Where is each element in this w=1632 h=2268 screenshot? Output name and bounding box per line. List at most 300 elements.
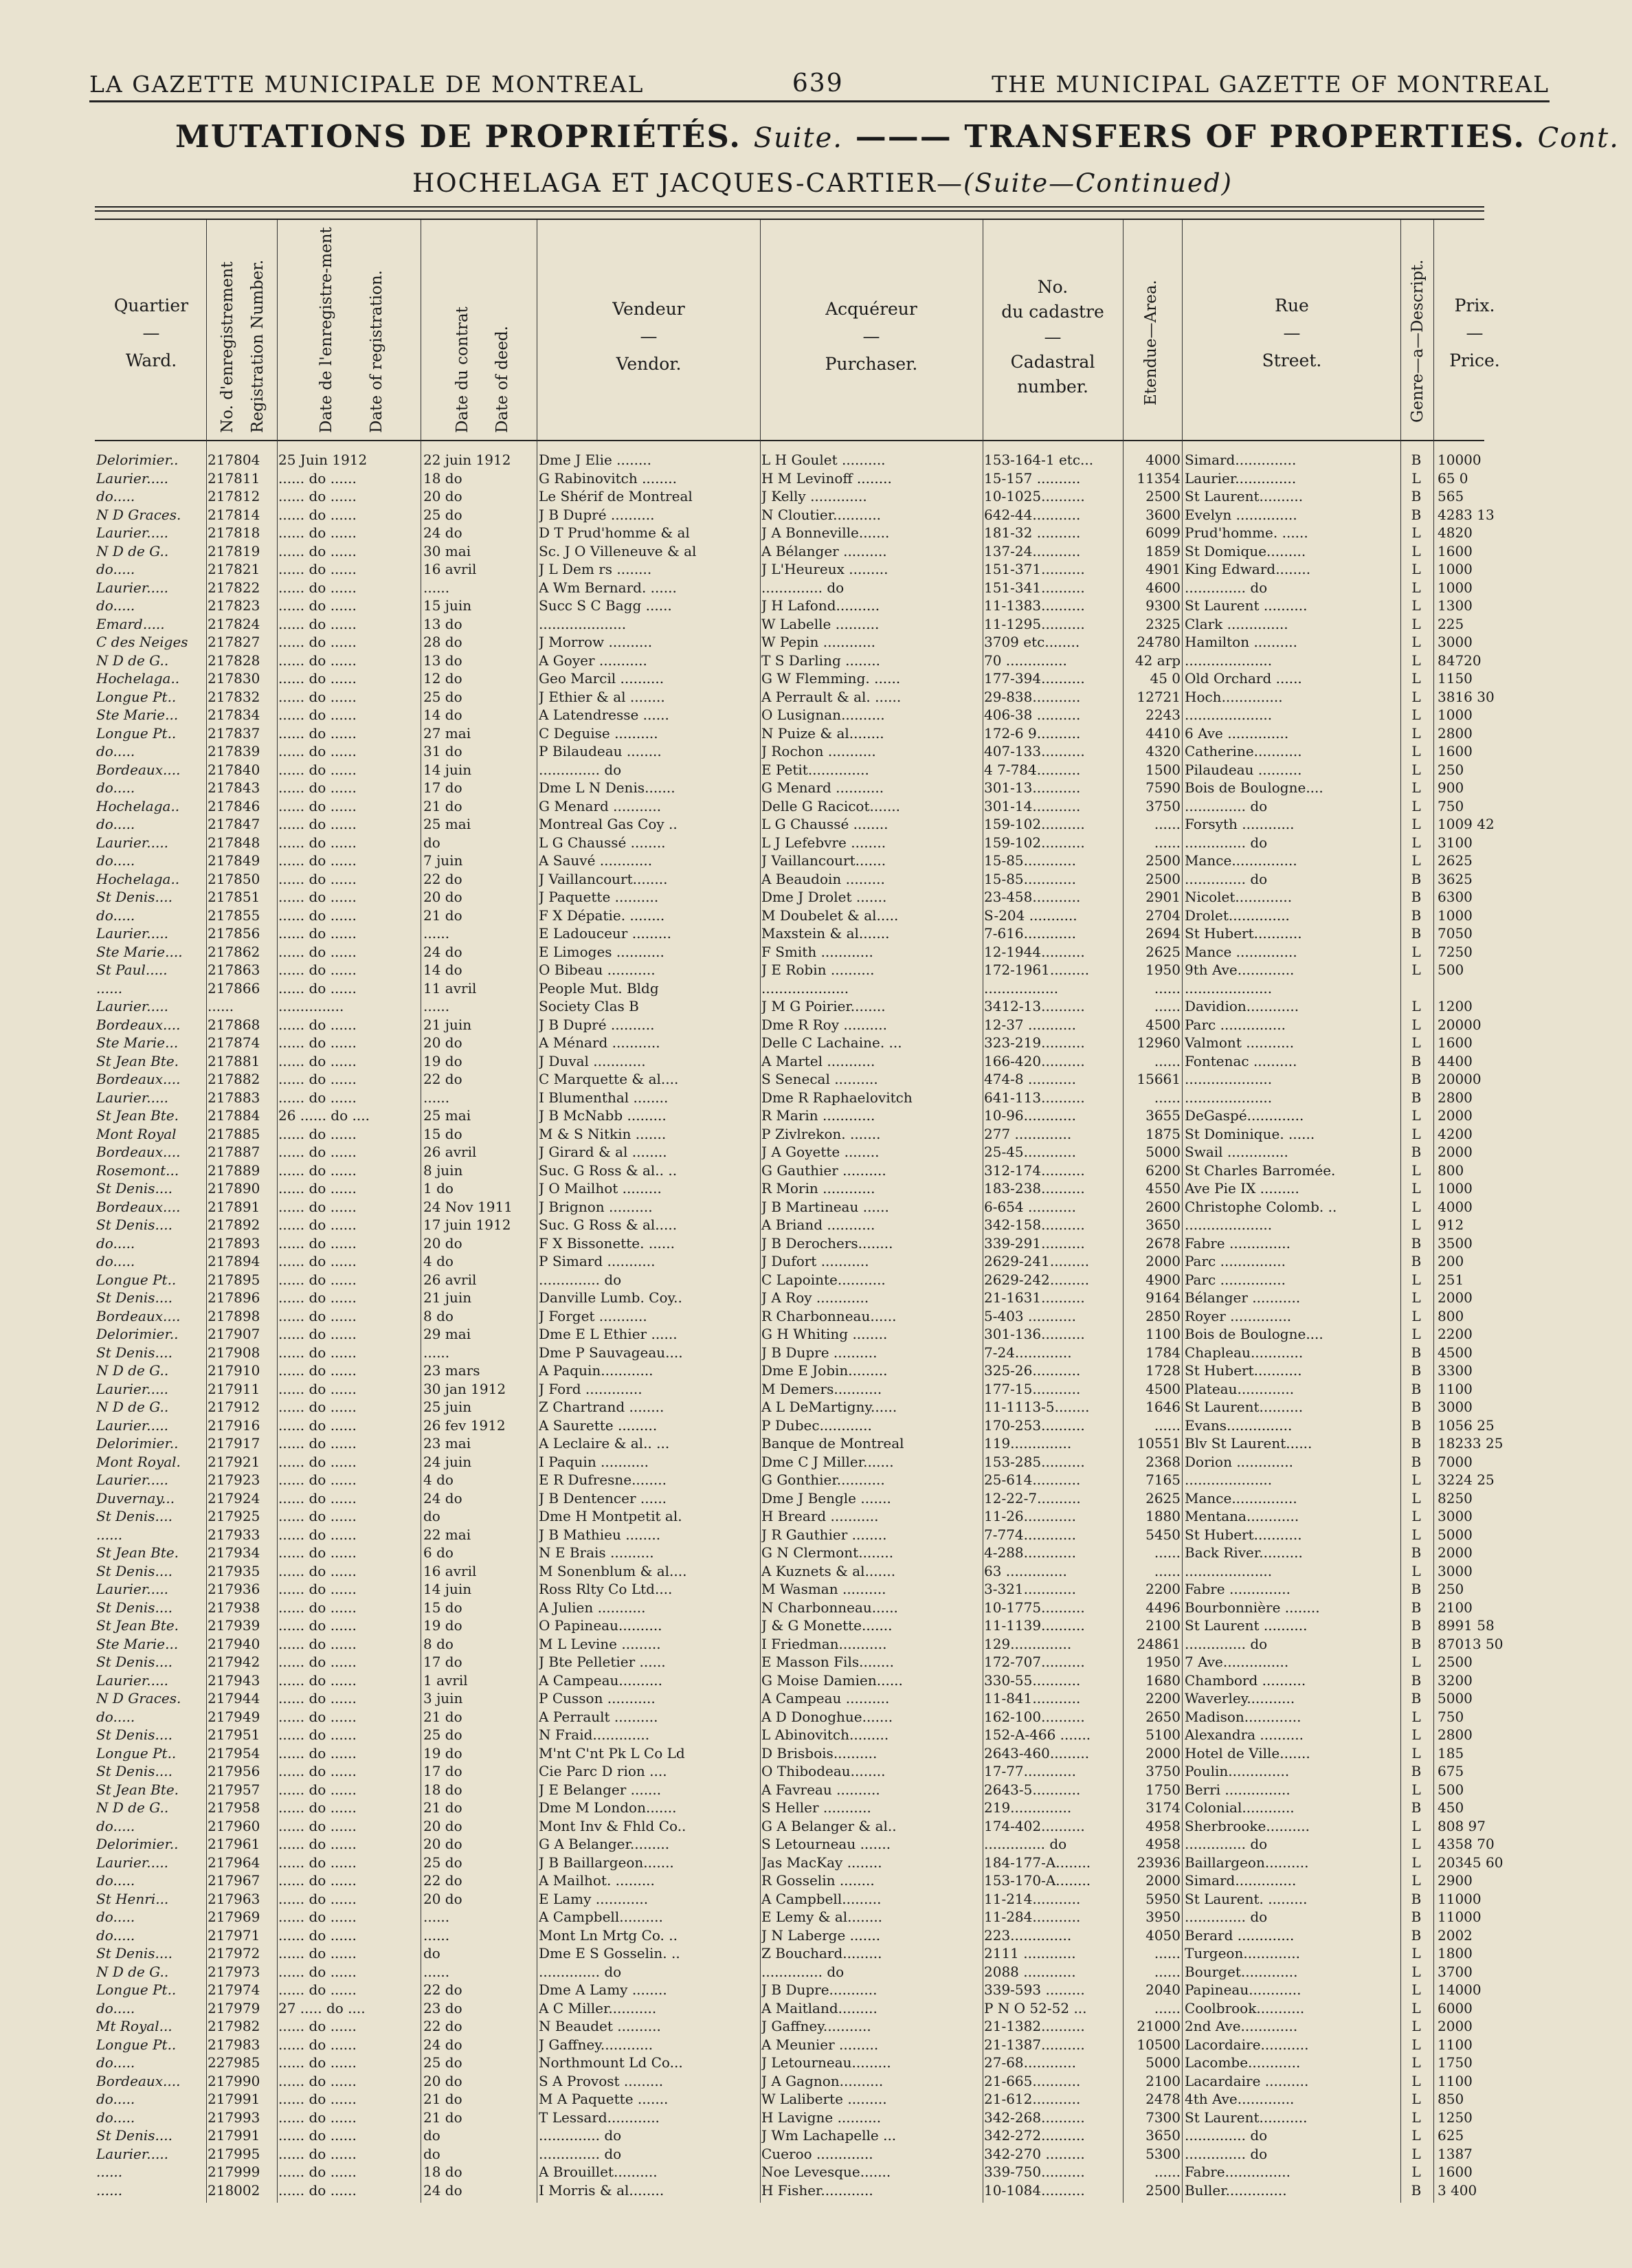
descript-cell: L bbox=[1411, 944, 1421, 960]
deed-date-cell: 14 do bbox=[423, 962, 462, 978]
price-cell: 20345 60 bbox=[1438, 1854, 1504, 1871]
street-cell: St Laurent. ......... bbox=[1185, 1891, 1308, 1907]
reg-number-cell: 217991 bbox=[208, 2091, 260, 2107]
vendor-cell: J B Baillargeon....... bbox=[539, 1854, 674, 1871]
purchaser-cell: A D Donoghue....... bbox=[761, 1709, 893, 1725]
area-cell: 24780 bbox=[1137, 634, 1181, 650]
deed-date-cell: 25 do bbox=[423, 2055, 462, 2071]
reg-date-cell: ...... do ...... bbox=[278, 470, 357, 487]
cadastre-cell: 7-616............ bbox=[984, 926, 1076, 942]
price-cell: 1800 bbox=[1438, 1946, 1473, 1961]
area-cell: 12960 bbox=[1137, 1035, 1181, 1051]
reg-number-cell: 217956 bbox=[208, 1764, 260, 1779]
dcon-header-en: Date of deed. bbox=[493, 326, 511, 433]
descript-cell: L bbox=[1411, 579, 1421, 596]
deed-date-cell: 12 do bbox=[423, 671, 462, 687]
reg-number-cell: 217848 bbox=[208, 834, 260, 851]
price-cell: 251 bbox=[1438, 1271, 1464, 1288]
descript-cell: L bbox=[1411, 1509, 1421, 1524]
deed-date-cell: 23 mars bbox=[423, 1363, 480, 1379]
cadastre-cell: 406-38 .......... bbox=[984, 707, 1081, 723]
reg-date-cell: ...... do ...... bbox=[278, 1946, 357, 1961]
street-cell: Christophe Colomb. .. bbox=[1185, 1199, 1337, 1215]
ward-cell: St Denis.... bbox=[96, 1727, 172, 1743]
street-cell: Parc ............... bbox=[1185, 1271, 1286, 1288]
cadastre-cell: 2111 ............ bbox=[984, 1946, 1076, 1961]
ward-cell: do..... bbox=[96, 907, 135, 924]
reg-date-cell: ...... do ...... bbox=[278, 1709, 357, 1725]
reg-number-cell: 217847 bbox=[208, 816, 260, 832]
purchaser-cell: Jas MacKay ........ bbox=[761, 1854, 882, 1871]
ward-cell: Longue Pt.. bbox=[96, 689, 177, 705]
cadastre-header-fr: du cadastre bbox=[1001, 302, 1104, 322]
table-top-rule bbox=[95, 206, 1484, 208]
reg-number-cell: 217824 bbox=[208, 616, 260, 632]
reg-date-cell: ...... do ...... bbox=[278, 1363, 357, 1379]
purchaser-header bbox=[761, 296, 981, 378]
price-cell: 2002 bbox=[1438, 1927, 1473, 1944]
purchaser-cell: W Labelle .......... bbox=[761, 616, 880, 632]
reg-date-cell: ...... do ...... bbox=[278, 980, 357, 997]
vendor-header-en: Vendor. bbox=[616, 354, 682, 374]
purchaser-cell: R Charbonneau...... bbox=[761, 1308, 897, 1324]
cadastre-cell: 301-14........... bbox=[984, 798, 1081, 814]
purchaser-cell: H Fisher............ bbox=[761, 2182, 873, 2199]
deed-date-cell: 26 avril bbox=[423, 1271, 477, 1288]
cadastre-cell: 312-174.......... bbox=[984, 1162, 1085, 1179]
vendor-cell: E Lamy ............ bbox=[539, 1891, 649, 1907]
cadastre-cell: 25-45............ bbox=[984, 1144, 1076, 1160]
street-cell: Simard.............. bbox=[1185, 1873, 1297, 1889]
price-cell: 1056 25 bbox=[1438, 1417, 1495, 1434]
reg-number-cell: 217814 bbox=[208, 507, 260, 523]
cadastre-cell: 4 7-784.......... bbox=[984, 761, 1081, 778]
area-cell: 2478 bbox=[1145, 2091, 1181, 2107]
deed-date-cell: 25 mai bbox=[423, 816, 471, 832]
descript-cell: L bbox=[1411, 2128, 1421, 2144]
reg-number-cell: 217896 bbox=[208, 1290, 260, 1306]
price-cell: 7000 bbox=[1438, 1454, 1473, 1470]
reg-number-cell: 217969 bbox=[208, 1909, 260, 1925]
ward-cell: Laurier..... bbox=[96, 525, 169, 541]
street-cell: .............. do bbox=[1185, 798, 1268, 814]
purchaser-cell: H M Levinoff ........ bbox=[761, 470, 892, 487]
area-cell: 2200 bbox=[1145, 1581, 1181, 1597]
ward-cell: Hochelaga.. bbox=[96, 671, 180, 687]
deed-date-cell: 19 do bbox=[423, 1745, 462, 1761]
reg-number-cell: 217960 bbox=[208, 1818, 260, 1834]
cadastre-cell: 3-321............ bbox=[984, 1581, 1076, 1597]
ward-cell: N D Graces. bbox=[96, 1691, 181, 1706]
deed-date-cell: 25 do bbox=[423, 1727, 462, 1743]
vendor-cell: J Ethier & al ........ bbox=[539, 689, 665, 705]
purchaser-cell: S Letourneau ....... bbox=[761, 1836, 891, 1852]
deed-date-cell: ...... bbox=[423, 999, 450, 1014]
ward-cell: N D de G.. bbox=[96, 1964, 169, 1980]
reg-date-cell: ...... do ...... bbox=[278, 1618, 357, 1634]
ward-cell: do..... bbox=[96, 2000, 135, 2016]
ward-cell: Laurier..... bbox=[96, 1581, 169, 1597]
descript-cell: B bbox=[1411, 507, 1422, 523]
ward-cell: Ste Marie... bbox=[96, 1035, 179, 1051]
vendor-cell: F X Bissonette. ...... bbox=[539, 1235, 675, 1252]
reg-number-cell: 217843 bbox=[208, 780, 260, 796]
area-cell: 11354 bbox=[1137, 470, 1181, 487]
ward-cell: do..... bbox=[96, 489, 135, 504]
col-divider bbox=[206, 220, 207, 2203]
price-cell: 900 bbox=[1438, 780, 1464, 796]
price-cell: 7250 bbox=[1438, 944, 1473, 960]
street-cell: Fabre .............. bbox=[1185, 1235, 1291, 1252]
cadastre-cell: 153-170-A........ bbox=[984, 1873, 1091, 1889]
vendor-cell: I Blumenthal ........ bbox=[539, 1089, 669, 1106]
deed-date-cell: 14 do bbox=[423, 707, 462, 723]
descript-cell: L bbox=[1411, 798, 1421, 814]
vendor-cell: .............. do bbox=[539, 1271, 622, 1288]
purchaser-cell: F Smith ............ bbox=[761, 944, 873, 960]
deed-date-cell: 25 mai bbox=[423, 1108, 471, 1124]
ward-cell: do..... bbox=[96, 598, 135, 614]
ward-cell: St Jean Bte. bbox=[96, 1618, 179, 1634]
cadastre-cell: 2629-241......... bbox=[984, 1254, 1090, 1269]
cadastre-cell: 5-403 ........... bbox=[984, 1308, 1076, 1324]
purchaser-cell: J E Robin .......... bbox=[761, 962, 875, 978]
vendor-cell: A Brouillet.......... bbox=[539, 2164, 658, 2180]
street-cell: Chapleau............ bbox=[1185, 1344, 1304, 1361]
street-cell: St Hubert........... bbox=[1185, 1526, 1302, 1543]
reg-date-cell: ...... do ...... bbox=[278, 562, 357, 577]
vendor-cell: O Papineau.......... bbox=[539, 1618, 662, 1634]
area-cell: 12721 bbox=[1137, 689, 1181, 705]
cadastre-cell: 342-272.......... bbox=[984, 2128, 1085, 2144]
deed-date-cell: do bbox=[423, 2146, 440, 2162]
deed-date-cell: ...... bbox=[423, 1909, 450, 1925]
area-cell: 3750 bbox=[1145, 1764, 1181, 1779]
reg-number-cell: 217895 bbox=[208, 1271, 260, 1288]
street-cell: Prud'homme. ...... bbox=[1185, 525, 1308, 541]
price-cell: 1100 bbox=[1438, 1381, 1473, 1397]
reg-number-cell: 217912 bbox=[208, 1399, 260, 1415]
dreg-header-en: Date of registration. bbox=[368, 270, 385, 433]
vendor-cell: J B Mathieu ........ bbox=[539, 1526, 661, 1543]
page-number: 639 bbox=[792, 69, 844, 98]
ward-cell: ...... bbox=[96, 2182, 123, 2199]
purchaser-header-dash: — bbox=[862, 326, 880, 346]
purchaser-cell: Dme J Drolet ....... bbox=[761, 889, 887, 905]
reg-number-cell: 217881 bbox=[208, 1053, 260, 1069]
deed-date-cell: 14 juin bbox=[423, 1581, 472, 1597]
vendor-cell: M A Paquette ....... bbox=[539, 2091, 669, 2107]
descript-cell: L bbox=[1411, 1035, 1421, 1051]
reg-number-cell: 217961 bbox=[208, 1836, 260, 1852]
reg-date-cell: ...... do ...... bbox=[278, 1781, 357, 1798]
reg-date-cell: ...... do ...... bbox=[278, 1599, 357, 1616]
cadastre-cell: 407-133.......... bbox=[984, 744, 1085, 759]
price-cell: 2000 bbox=[1438, 1144, 1473, 1160]
reg-number-cell: 217951 bbox=[208, 1727, 260, 1743]
area-cell: 4958 bbox=[1145, 1836, 1181, 1852]
price-cell: 3300 bbox=[1438, 1363, 1473, 1379]
price-cell: 912 bbox=[1438, 1217, 1464, 1233]
area-cell: 3600 bbox=[1145, 507, 1181, 523]
deed-date-cell: ...... bbox=[423, 579, 450, 596]
purchaser-cell: A Bélanger .......... bbox=[761, 543, 887, 559]
reg-date-cell: ...... do ...... bbox=[278, 1818, 357, 1834]
price-cell: 2100 bbox=[1438, 1599, 1473, 1616]
reg-number-cell: 217832 bbox=[208, 689, 260, 705]
table-top-rule-3 bbox=[95, 219, 1484, 220]
street-cell: .............. do bbox=[1185, 2128, 1268, 2144]
cadastre-cell: 166-420.......... bbox=[984, 1053, 1085, 1069]
reg-date-cell: ...... do ...... bbox=[278, 1035, 357, 1051]
reg-date-cell: ...... do ...... bbox=[278, 1927, 357, 1944]
purchaser-cell: O Lusignan.......... bbox=[761, 707, 885, 723]
street-cell: Old Orchard ...... bbox=[1185, 671, 1302, 687]
descript-cell: L bbox=[1411, 1727, 1421, 1743]
descript-cell: L bbox=[1411, 1472, 1421, 1488]
price-cell: 1009 42 bbox=[1438, 816, 1495, 832]
street-cell: Fabre............... bbox=[1185, 2164, 1291, 2180]
purchaser-cell: Z Bouchard......... bbox=[761, 1946, 882, 1961]
purchaser-cell: .............. do bbox=[761, 579, 845, 596]
vendor-cell: M L Levine ......... bbox=[539, 1636, 661, 1652]
purchaser-cell: Dme E Jobin......... bbox=[761, 1363, 888, 1379]
street-cell: Fontenac .......... bbox=[1185, 1053, 1297, 1069]
price-cell: 450 bbox=[1438, 1800, 1464, 1816]
vendor-cell: Mont Inv & Fhld Co.. bbox=[539, 1818, 686, 1834]
price-cell: 2000 bbox=[1438, 1545, 1473, 1561]
cadastre-cell: 11-1295.......... bbox=[984, 616, 1085, 632]
descript-cell: B bbox=[1411, 871, 1422, 887]
ward-cell: St Denis.... bbox=[96, 1654, 172, 1670]
area-cell: ...... bbox=[1154, 2000, 1181, 2016]
deed-date-cell: 22 do bbox=[423, 1071, 462, 1087]
ward-cell: N D de G.. bbox=[96, 543, 169, 559]
deed-date-cell: 28 do bbox=[423, 634, 462, 650]
descript-cell: L bbox=[1411, 853, 1421, 869]
descript-cell: L bbox=[1411, 2000, 1421, 2016]
area-cell: 2000 bbox=[1145, 1745, 1181, 1761]
page-title bbox=[175, 118, 1620, 155]
street-cell: St Hubert........... bbox=[1185, 926, 1302, 942]
ward-header-en: Ward. bbox=[125, 351, 177, 370]
price-cell: 675 bbox=[1438, 1764, 1464, 1779]
purchaser-cell: C Lapointe........... bbox=[761, 1271, 886, 1288]
cadastre-cell: 342-268.......... bbox=[984, 2109, 1085, 2126]
reg-date-cell: ...... do ...... bbox=[278, 1436, 357, 1452]
reg-number-cell: 217819 bbox=[208, 543, 260, 559]
reg-date-cell: ...... do ...... bbox=[278, 1089, 357, 1106]
purchaser-cell: M Demers........... bbox=[761, 1381, 882, 1397]
purchaser-cell: A Campeau .......... bbox=[761, 1691, 890, 1706]
deed-date-cell: do bbox=[423, 2128, 440, 2144]
purchaser-cell: J B Derochers........ bbox=[761, 1235, 893, 1252]
ward-cell: Laurier..... bbox=[96, 834, 169, 851]
ward-cell: Ste Marie... bbox=[96, 707, 179, 723]
ward-cell: do..... bbox=[96, 2091, 135, 2107]
street-cell: Alexandra .......... bbox=[1185, 1727, 1304, 1743]
street-cell: .............. do bbox=[1185, 579, 1268, 596]
street-cell: Clark .............. bbox=[1185, 616, 1288, 632]
deed-date-cell: 7 juin bbox=[423, 853, 463, 869]
ward-cell: Laurier..... bbox=[96, 2146, 169, 2162]
purchaser-cell: G A Belanger & al.. bbox=[761, 1818, 897, 1834]
reg-number-cell: 217963 bbox=[208, 1891, 260, 1907]
descript-cell: B bbox=[1411, 1144, 1422, 1160]
area-cell: 1880 bbox=[1145, 1509, 1181, 1524]
vendor-cell: Dme M London....... bbox=[539, 1800, 677, 1816]
cadastre-cell: 159-102.......... bbox=[984, 816, 1085, 832]
area-cell: 2704 bbox=[1145, 907, 1181, 924]
vendor-cell: A Sauvé ............ bbox=[539, 853, 653, 869]
cadastre-cell: 11-1383.......... bbox=[984, 598, 1085, 614]
cadastre-cell: 12-37 ........... bbox=[984, 1016, 1076, 1033]
descript-cell: B bbox=[1411, 889, 1422, 905]
reg-date-cell: ...... do ...... bbox=[278, 671, 357, 687]
street-cell: St Charles Barromée. bbox=[1185, 1162, 1336, 1179]
price-cell: 2200 bbox=[1438, 1326, 1473, 1342]
deed-date-cell: 22 do bbox=[423, 2019, 462, 2034]
purchaser-cell: G Moise Damien...... bbox=[761, 1672, 903, 1689]
ward-cell: Laurier..... bbox=[96, 1417, 169, 1434]
deed-date-cell: 22 mai bbox=[423, 1526, 471, 1543]
descript-cell: B bbox=[1411, 452, 1422, 468]
purchaser-cell: J B Martineau ...... bbox=[761, 1199, 889, 1215]
reg-date-cell: ...... do ...... bbox=[278, 780, 357, 796]
area-cell: ...... bbox=[1154, 1563, 1181, 1579]
area-cell: 4900 bbox=[1145, 1271, 1181, 1288]
descript-cell: L bbox=[1411, 1162, 1421, 1179]
price-cell: 1600 bbox=[1438, 543, 1473, 559]
reg-date-cell: ...... do ...... bbox=[278, 507, 357, 523]
reg-date-cell: ...... do ...... bbox=[278, 1053, 357, 1069]
reg-number-cell: 217830 bbox=[208, 671, 260, 687]
cadastre-header-en2: number. bbox=[1017, 377, 1088, 397]
purchaser-cell: R Gosselin ........ bbox=[761, 1873, 875, 1889]
reg-date-cell: ...... do ...... bbox=[278, 2164, 357, 2180]
descript-cell: L bbox=[1411, 761, 1421, 778]
cadastre-cell: 11-1139.......... bbox=[984, 1618, 1085, 1634]
deed-date-cell: 27 mai bbox=[423, 725, 471, 742]
ward-cell: do..... bbox=[96, 744, 135, 759]
reg-date-cell: ...... do ...... bbox=[278, 1672, 357, 1689]
area-cell: 1875 bbox=[1145, 1126, 1181, 1142]
cadastre-cell: 323-219.......... bbox=[984, 1035, 1085, 1051]
street-cell: Blv St Laurent...... bbox=[1185, 1436, 1312, 1452]
ward-cell: St Denis.... bbox=[96, 1946, 172, 1961]
reg-number-cell: 217827 bbox=[208, 634, 260, 650]
purchaser-cell: E Petit.............. bbox=[761, 761, 869, 778]
reg-date-cell: ...... do ...... bbox=[278, 1162, 357, 1179]
vendor-cell: A Campbell.......... bbox=[539, 1909, 663, 1925]
vendor-cell: Society Clas B bbox=[539, 999, 639, 1014]
deed-date-cell: 24 juin bbox=[423, 1454, 472, 1470]
col-divider bbox=[1433, 220, 1434, 2203]
street-cell: Mance............... bbox=[1185, 853, 1297, 869]
vendor-cell: Succ S C Bagg ...... bbox=[539, 598, 672, 614]
price-cell: 10000 bbox=[1438, 452, 1482, 468]
area-cell: 5000 bbox=[1145, 1144, 1181, 1160]
reg-date-cell: ...... do ...... bbox=[278, 1545, 357, 1561]
area-cell: 2500 bbox=[1145, 2182, 1181, 2199]
vendor-cell: A C Miller........... bbox=[539, 2000, 657, 2016]
purchaser-cell: D Brisbois.......... bbox=[761, 1745, 878, 1761]
ward-cell: Duvernay... bbox=[96, 1490, 175, 1507]
vendor-cell: G Rabinovitch ........ bbox=[539, 470, 677, 487]
reg-date-cell: ...... do ...... bbox=[278, 598, 357, 614]
cadastre-cell: 153-285.......... bbox=[984, 1454, 1085, 1470]
purchaser-cell: A Favreau .......... bbox=[761, 1781, 880, 1798]
cadastre-cell: 339-593 ......... bbox=[984, 1982, 1085, 1998]
street-cell: St Domique......... bbox=[1185, 543, 1306, 559]
deed-date-cell: 20 do bbox=[423, 1235, 462, 1252]
reg-date-cell: ...... do ...... bbox=[278, 1454, 357, 1470]
ward-cell: N D de G.. bbox=[96, 1363, 169, 1379]
cadastre-cell: 10-1775.......... bbox=[984, 1599, 1085, 1616]
street-cell: Parc ............... bbox=[1185, 1016, 1286, 1033]
street-cell: St Laurent .......... bbox=[1185, 598, 1308, 614]
purchaser-cell: A Perrault & al. ...... bbox=[761, 689, 902, 705]
descript-cell: B bbox=[1411, 926, 1422, 942]
cadastre-cell: 11-284........... bbox=[984, 1909, 1081, 1925]
ward-cell: do..... bbox=[96, 562, 135, 577]
reg-date-cell: ...... do ...... bbox=[278, 1235, 357, 1252]
price-cell: 2500 bbox=[1438, 1654, 1473, 1670]
price-cell: 2625 bbox=[1438, 853, 1473, 869]
vendor-cell: Dme H Montpetit al. bbox=[539, 1509, 682, 1524]
area-cell: 2243 bbox=[1145, 707, 1181, 723]
vendor-cell: E Ladouceur ......... bbox=[539, 926, 671, 942]
reg-date-cell: 25 Juin 1912 bbox=[278, 452, 368, 468]
deed-date-cell: 18 do bbox=[423, 470, 462, 487]
title-sep: ——— bbox=[855, 118, 952, 155]
deed-date-cell: 21 do bbox=[423, 907, 462, 924]
cadastre-cell: 159-102.......... bbox=[984, 834, 1085, 851]
street-cell: Royer .............. bbox=[1185, 1308, 1292, 1324]
price-cell: 2800 bbox=[1438, 1089, 1473, 1106]
price-cell: 11000 bbox=[1438, 1891, 1482, 1907]
ward-cell: do..... bbox=[96, 853, 135, 869]
street-cell: Bois de Boulogne.... bbox=[1185, 780, 1323, 796]
deed-date-cell: 20 do bbox=[423, 1818, 462, 1834]
purchaser-cell: P Dubec............ bbox=[761, 1417, 872, 1434]
area-cell: 1950 bbox=[1145, 962, 1181, 978]
street-cell: Baillargeon.......... bbox=[1185, 1854, 1309, 1871]
ward-cell: Hochelaga.. bbox=[96, 871, 180, 887]
dcon-header-fr: Date du contrat bbox=[454, 307, 471, 433]
cadastre-cell: 219.............. bbox=[984, 1800, 1072, 1816]
descript-cell: L bbox=[1411, 1290, 1421, 1306]
header-right: THE MUNICIPAL GAZETTE OF MONTREAL bbox=[992, 71, 1550, 98]
descript-cell: B bbox=[1411, 1363, 1422, 1379]
price-cell: 7050 bbox=[1438, 926, 1473, 942]
reg-date-cell: ...... do ...... bbox=[278, 1873, 357, 1889]
deed-date-cell: 26 avril bbox=[423, 1144, 477, 1160]
descript-cell: L bbox=[1411, 1781, 1421, 1798]
area-cell: 10551 bbox=[1137, 1436, 1181, 1452]
street-cell: .............. do bbox=[1185, 871, 1268, 887]
reg-number-cell: 217940 bbox=[208, 1636, 260, 1652]
vendor-cell: A Saurette ......... bbox=[539, 1417, 658, 1434]
reg-date-cell: 26 ...... do .... bbox=[278, 1108, 370, 1124]
area-cell: 3650 bbox=[1145, 2128, 1181, 2144]
cadastre-cell: 2088 ............ bbox=[984, 1964, 1076, 1980]
vendor-cell: N Fraid............. bbox=[539, 1727, 650, 1743]
descript-cell: L bbox=[1411, 1526, 1421, 1543]
purchaser-cell: L Abinovitch......... bbox=[761, 1727, 889, 1743]
descript-cell: L bbox=[1411, 470, 1421, 487]
area-cell: 1500 bbox=[1145, 761, 1181, 778]
